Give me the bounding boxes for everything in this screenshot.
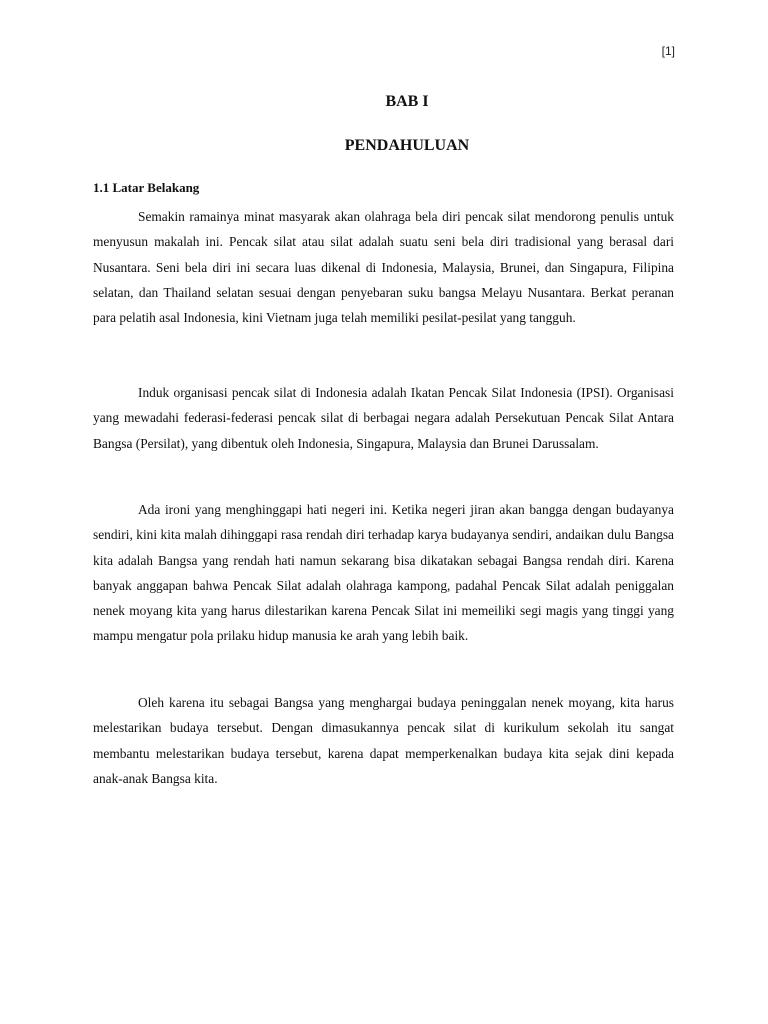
paragraph-text: Ada ironi yang menghinggapi hati negeri ini. Ketika negeri jiran akan bangga dengan budayanya sendiri, kini kita malah dihinggapi rasa rendah diri terhadap karya budayanya sendiri, andaikan dulu Bangsa kita adalah Bangsa yang rendah hati namun sekarang bisa dikatakan sebagai Bangsa rendah diri. Karena banyak anggapan bahwa Pencak Silat adalah olahraga kampong, padahal Pencak Silat adalah peniggalan nenek moyang kita yang harus dilestarikan karena Pencak Silat ini memeiliki segi magis yang tinggi yang mampu mengatur pola prilaku hidup manusia ke arah yang lebih baik. bbox=[93, 502, 674, 644]
paragraph-text: Induk organisasi pencak silat di Indonesia adalah Ikatan Pencak Silat Indonesia (IPSI). Organisasi yang mewadahi federasi-federasi pencak silat di berbagai negara adalah Persekutuan Pencak Silat Antara Bangsa (Persilat), yang dibentuk oleh Indonesia, Singapura, Malaysia dan Brunei Darussalam. bbox=[93, 385, 674, 451]
chapter-title: PENDAHULUAN bbox=[344, 137, 470, 154]
paragraph-text: Oleh karena itu sebagai Bangsa yang menghargai budaya peninggalan nenek moyang, kita harus melestarikan budaya tersebut. Dengan dimasukannya pencak silat di kurikulum sekolah itu sangat membantu melestarikan budaya tersebut, karena dapat memperkenalkan budaya kita sejak dini kepada anak-anak Bangsa kita. bbox=[93, 695, 674, 786]
section-heading: 1.1 Latar Belakang bbox=[93, 180, 200, 195]
paragraph-2 bbox=[93, 380, 674, 456]
paragraph-3 bbox=[93, 497, 674, 649]
chapter-number: BAB I bbox=[385, 93, 429, 110]
page-number: [1] bbox=[661, 44, 675, 58]
paragraph-4 bbox=[93, 690, 674, 791]
paragraph-1 bbox=[93, 204, 674, 330]
paragraph-text: Semakin ramainya minat masyarak akan olahraga bela diri pencak silat mendorong penulis untuk menyusun makalah ini. Pencak silat atau silat adalah suatu seni bela diri tradisional yang berasal dari Nusantara. Seni bela diri ini secara luas dikenal di Indonesia, Malaysia, Brunei, dan Singapura, Filipina selatan, dan Thailand selatan sesuai dengan penyebaran suku bangsa Melayu Nusantara. Berkat peranan para pelatih asal Indonesia, kini Vietnam juga telah memiliki pesilat-pesilat yang tangguh. bbox=[93, 209, 674, 326]
